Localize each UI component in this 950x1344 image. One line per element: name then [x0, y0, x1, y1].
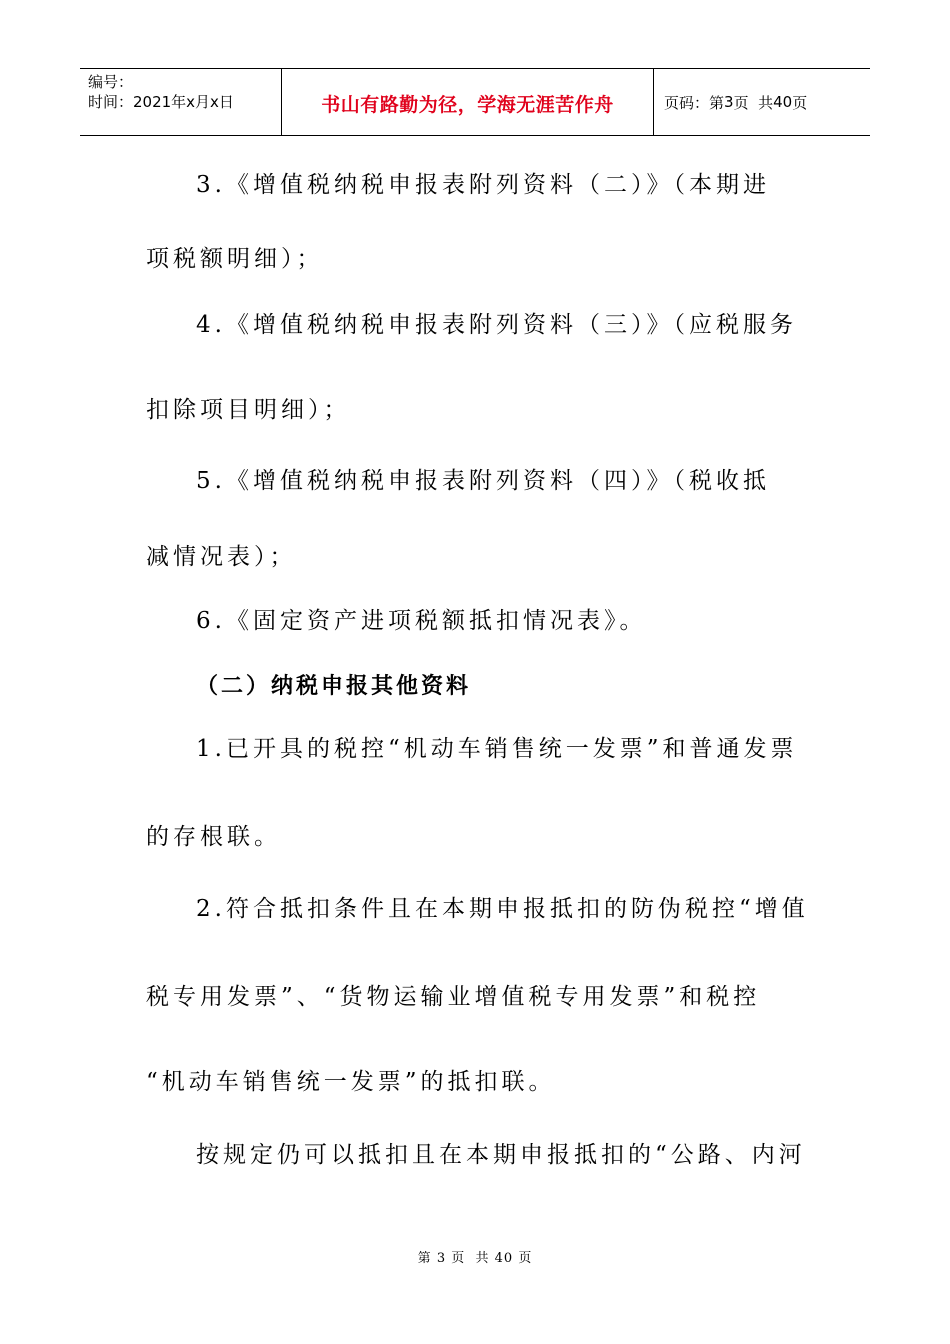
- body-line: 2.符合抵扣条件且在本期申报抵扣的防伪税控“增值: [196, 896, 809, 922]
- header-motto-cell: [282, 69, 654, 135]
- footer-page-current: 3: [436, 1251, 447, 1266]
- footer-prefix: 第: [417, 1251, 432, 1266]
- document-number-label: 编号：: [88, 73, 134, 91]
- section-heading: （二）纳税申报其他资料: [196, 674, 472, 699]
- body-line: “机动车销售统一发票”的抵扣联。: [146, 1069, 556, 1095]
- body-line: 1.已开具的税控“机动车销售统一发票”和普通发票: [196, 736, 798, 762]
- body-line: 的存根联。: [146, 824, 281, 850]
- page-footer: [0, 1247, 950, 1266]
- header-page-mid: 页 共: [733, 93, 774, 112]
- header-page-current: 3: [724, 93, 734, 111]
- body-line: 3.《增值税纳税申报表附列资料（二）》（本期进: [196, 172, 770, 198]
- header-page-suffix: 页: [792, 93, 808, 112]
- footer-page-total: 40: [494, 1251, 514, 1266]
- body-line: 扣除项目明细）；: [146, 397, 351, 423]
- body-line: 税专用发票”、“货物运输业增值税专用发票”和税控: [146, 984, 761, 1010]
- body-line: 减情况表）；: [146, 544, 297, 570]
- footer-mid: 页 共: [451, 1251, 490, 1266]
- header-page-total: 40: [773, 93, 793, 111]
- footer-suffix: 页: [518, 1251, 533, 1266]
- body-line: 项税额明细）；: [146, 246, 324, 272]
- document-date-label: 时间：2021年x月x日: [88, 93, 234, 111]
- header-page-prefix: 页码：第: [664, 93, 725, 112]
- header-motto: 书山有路勤为径，学海无涯苦作舟: [321, 93, 614, 116]
- body-line: 按规定仍可以抵扣且在本期申报抵扣的“公路、内河: [196, 1142, 806, 1168]
- body-line: 5.《增值税纳税申报表附列资料（四）》（税收抵: [196, 468, 770, 494]
- body-line: 4.《增值税纳税申报表附列资料（三）》（应税服务: [196, 312, 797, 338]
- body-line: 6.《固定资产进项税额抵扣情况表》。: [196, 608, 647, 634]
- header-meta-cell: [80, 69, 282, 135]
- header-page-cell: [654, 69, 870, 135]
- document-header: [80, 68, 870, 136]
